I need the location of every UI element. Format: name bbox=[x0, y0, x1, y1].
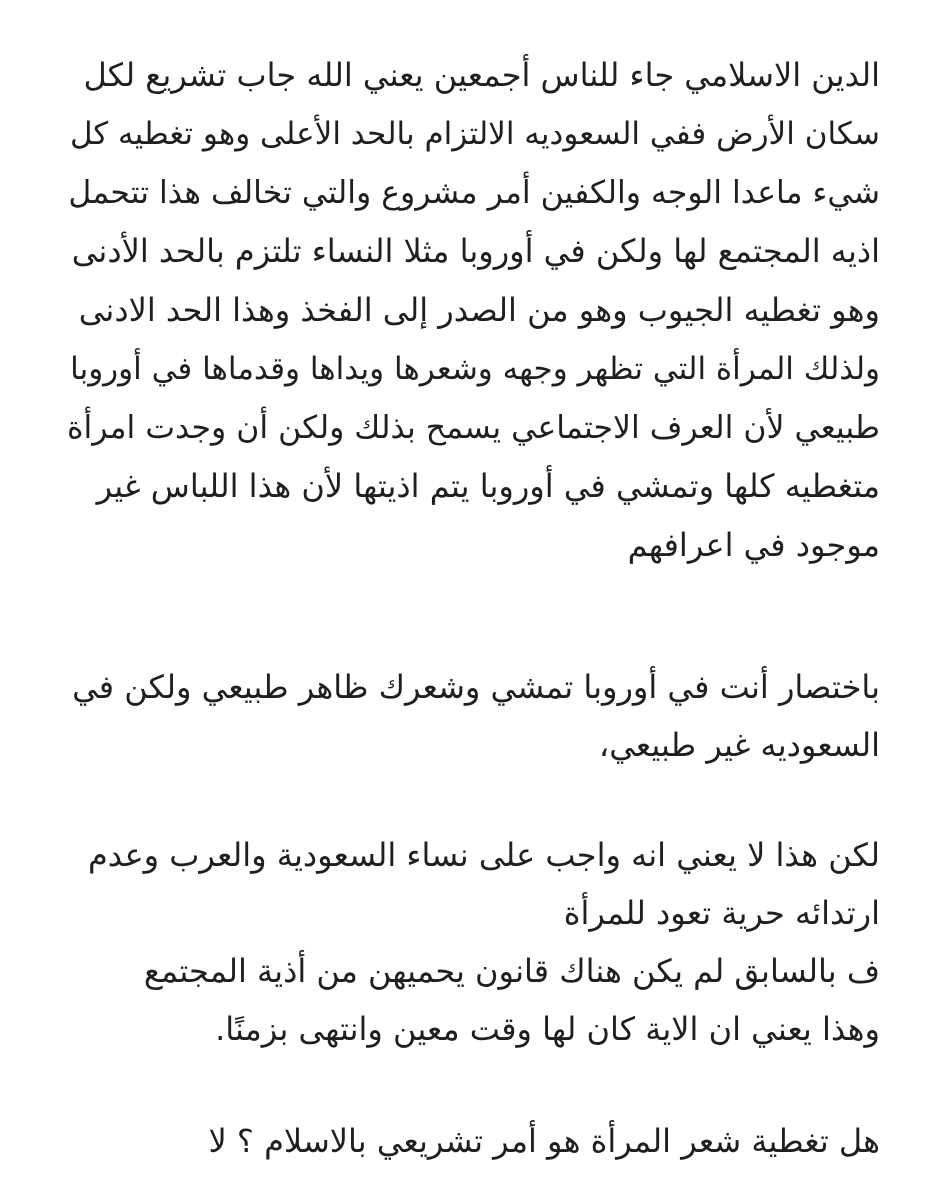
text-line: اذيه المجتمع لها ولكن في أوروبا مثلا النساء تلتزم بالحد الأدنى bbox=[71, 232, 880, 271]
paragraph-1 bbox=[60, 46, 880, 575]
text-line: السعوديه غير طبيعي، bbox=[598, 726, 880, 764]
text-line: متغطيه كلها وتمشي في أوروبا يتم اذيتها لأن هذا اللباس غير bbox=[96, 467, 880, 506]
paragraph-2 bbox=[60, 658, 880, 774]
text-line: وهذا يعني ان الاية كان لها وقت معين وانتهى بزمنًا. bbox=[215, 1010, 880, 1048]
text-line: ارتدائه حرية تعود للمرأة bbox=[563, 894, 880, 932]
text-line: موجود في اعرافهم bbox=[627, 526, 880, 564]
text-line: لكن هذا لا يعني انه واجب على نساء السعودية والعرب وعدم bbox=[87, 836, 880, 874]
text-line: سكان الأرض ففي السعوديه الالتزام بالحد الأعلى وهو تغطيه كل bbox=[69, 115, 880, 152]
text-line: طبيعي لأن العرف الاجتماعي يسمح بذلك ولكن أن وجدت امرأة bbox=[67, 409, 880, 446]
text-line: الدين الاسلامي جاء للناس أجمعين يعني الله جاب تشريع لكل bbox=[83, 56, 880, 94]
text-line: وهو تغطيه الجيوب وهو من الصدر إلى الفخذ وهذا الحد الادنى bbox=[78, 291, 880, 329]
text-line: هل تغطية شعر المرأة هو أمر تشريعي بالاسلام ؟ لا bbox=[208, 1122, 880, 1160]
text-line: ولذلك المرأة التي تظهر وجهه وشعرها ويداها وقدماها في أوروبا bbox=[70, 350, 880, 387]
text-line: ف بالسابق لم يكن هناك قانون يحميهن من أذية المجتمع bbox=[143, 952, 880, 990]
text-line: شيء ماعدا الوجه والكفين أمر مشروع والتي تخالف هذا تتحمل bbox=[68, 174, 880, 211]
paragraph-4 bbox=[60, 1112, 880, 1170]
text-line: باختصار أنت في أوروبا تمشي وشعرك ظاهر طبيعي ولكن في bbox=[72, 668, 880, 706]
paragraph-3 bbox=[60, 826, 880, 1058]
